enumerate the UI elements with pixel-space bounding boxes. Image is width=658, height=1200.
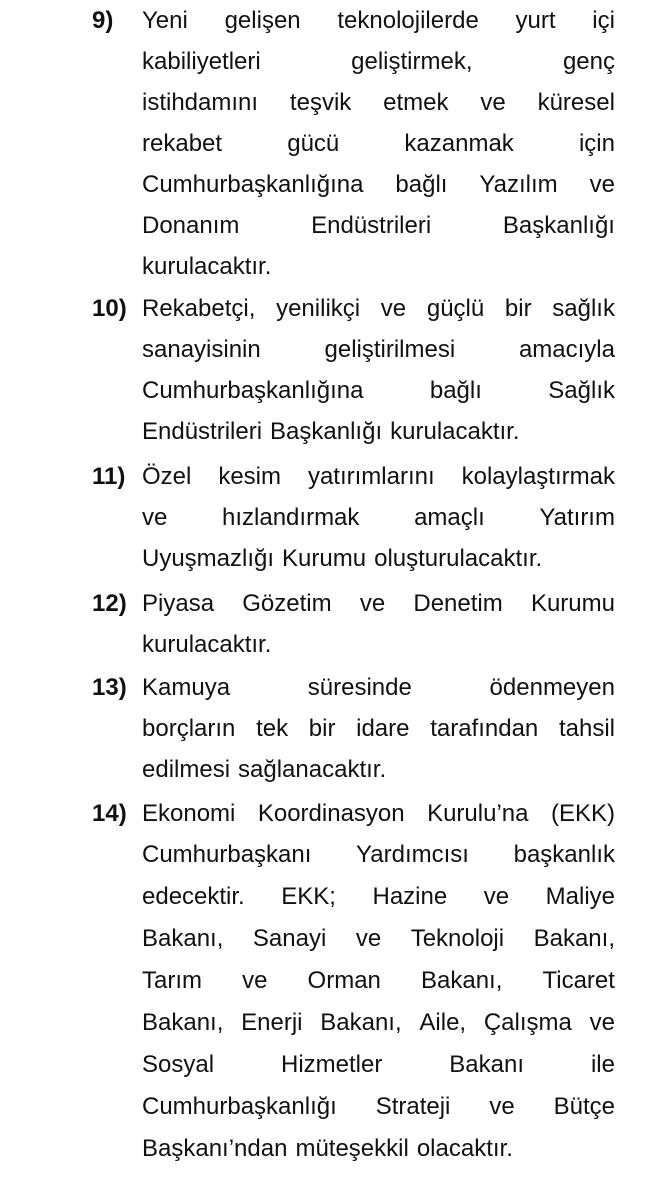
item-number: 14) — [92, 800, 127, 827]
word: Sosyal — [142, 1051, 215, 1078]
word: tek — [256, 715, 289, 742]
word: kurulacaktır. — [142, 253, 272, 280]
word: Cumhurbaşkanlığına — [142, 377, 364, 404]
item-line — [142, 834, 615, 876]
word: gücü — [287, 130, 340, 157]
item-line — [142, 497, 615, 539]
item-line — [142, 749, 615, 791]
word: Kurumu — [530, 590, 615, 617]
word: ve — [380, 295, 407, 322]
word: bağlı — [395, 171, 448, 198]
word: başkanlık — [513, 841, 615, 868]
word: tarafından — [430, 715, 539, 742]
word: Strateji — [375, 1093, 451, 1120]
word: süresinde — [307, 674, 412, 701]
word: Ticaret — [542, 967, 615, 994]
word: kazanmak — [404, 130, 514, 157]
word: Yardımcısı — [356, 841, 469, 868]
word: Başkanı’ndan — [142, 1135, 288, 1162]
item-line — [142, 538, 615, 580]
word: Sağlık — [548, 377, 615, 404]
word: ve — [589, 1009, 615, 1036]
word: Enerji — [241, 1009, 303, 1036]
word: Hazine — [372, 883, 448, 910]
item-line — [142, 624, 615, 666]
word: geliştirmek, — [351, 48, 473, 75]
word: Kamuya — [142, 674, 231, 701]
item-line — [142, 288, 615, 330]
word: kurulacaktır. — [390, 418, 520, 445]
word: Başkanlığı — [270, 418, 383, 445]
item-line — [142, 82, 615, 124]
item-line — [142, 960, 615, 1002]
word: Yazılım — [479, 171, 558, 198]
word: teşvik — [289, 89, 352, 116]
word: ödenmeyen — [489, 674, 615, 701]
word: ve — [489, 1093, 515, 1120]
word: Teknoloji — [410, 925, 505, 952]
word: ve — [355, 925, 382, 952]
word: geliştirilmesi — [324, 336, 456, 363]
item-line — [142, 1128, 615, 1170]
word: gelişen — [224, 7, 301, 34]
word: Kurulu’na — [427, 800, 529, 827]
word: Endüstrileri — [142, 418, 263, 445]
item-line — [142, 411, 615, 453]
word: idare — [356, 715, 410, 742]
word: kurulacaktır. — [142, 631, 272, 658]
word: küresel — [537, 89, 615, 116]
word: Bakanı, — [320, 1009, 402, 1036]
word: ve — [483, 883, 510, 910]
word: yurt — [515, 7, 556, 34]
item-line — [142, 205, 615, 247]
item-line — [142, 583, 615, 625]
word: Çalışma — [483, 1009, 572, 1036]
word: sağlık — [552, 295, 615, 322]
word: EKK; — [281, 883, 336, 910]
word: kabiliyetleri — [142, 48, 261, 75]
word: (EKK) — [550, 800, 615, 827]
word: yatırımlarını — [307, 463, 435, 490]
word: sanayisinin — [142, 336, 261, 363]
word: Bakanı, — [421, 967, 503, 994]
item-number: 10) — [92, 295, 127, 322]
word: Yeni — [142, 7, 188, 34]
word: Maliye — [545, 883, 615, 910]
word: oluşturulacaktır. — [374, 545, 543, 572]
item-line — [142, 793, 615, 835]
item-line — [142, 370, 615, 412]
word: içi — [592, 7, 615, 34]
word: Donanım — [142, 212, 240, 239]
word: Endüstrileri — [311, 212, 432, 239]
word: amacıyla — [518, 336, 615, 363]
word: Uyuşmazlığı — [142, 545, 275, 572]
word: edilmesi — [142, 756, 231, 783]
word: Piyasa — [142, 590, 215, 617]
item-line — [142, 708, 615, 750]
item-number: 13) — [92, 674, 127, 701]
word: Yatırım — [539, 504, 615, 531]
word: Bütçe — [553, 1093, 615, 1120]
word: yenilikçi — [276, 295, 361, 322]
item-line — [142, 456, 615, 498]
item-line — [142, 329, 615, 371]
word: ve — [359, 590, 386, 617]
word: Sanayi — [252, 925, 327, 952]
word: amaçlı — [414, 504, 485, 531]
item-line — [142, 1002, 615, 1044]
word: Kurumu — [282, 545, 367, 572]
item-line — [142, 876, 615, 918]
word: Cumhurbaşkanı — [142, 841, 312, 868]
word: borçların — [142, 715, 236, 742]
word: olacaktır. — [416, 1135, 513, 1162]
word: hızlandırmak — [222, 504, 360, 531]
word: Özel — [142, 463, 192, 490]
word: ve — [480, 89, 506, 116]
word: genç — [562, 48, 615, 75]
item-line — [142, 123, 615, 165]
item-line — [142, 918, 615, 960]
word: Tarım — [142, 967, 202, 994]
word: Bakanı — [449, 1051, 525, 1078]
word: Gözetim — [242, 590, 332, 617]
word: tahsil — [558, 715, 615, 742]
word: ve — [589, 171, 615, 198]
item-line — [142, 1044, 615, 1086]
word: Ekonomi — [142, 800, 236, 827]
word: Aile, — [419, 1009, 467, 1036]
word: Rekabetçi, — [142, 295, 256, 322]
word: Hizmetler — [281, 1051, 383, 1078]
word: bir — [308, 715, 336, 742]
word: teknolojilerde — [337, 7, 479, 34]
word: Orman — [307, 967, 381, 994]
item-line — [142, 667, 615, 709]
item-line — [142, 246, 615, 288]
word: ve — [142, 504, 168, 531]
item-line — [142, 0, 615, 42]
word: ve — [242, 967, 268, 994]
word: ile — [590, 1051, 615, 1078]
item-number: 11) — [92, 463, 126, 490]
word: güçlü — [426, 295, 485, 322]
word: müteşekkil — [295, 1135, 409, 1162]
word: kolaylaştırmak — [461, 463, 615, 490]
word: rekabet — [142, 130, 223, 157]
item-number: 9) — [92, 7, 114, 34]
word: Bakanı, — [533, 925, 615, 952]
word: Bakanı, — [142, 1009, 224, 1036]
item-number: 12) — [92, 590, 127, 617]
word: Denetim — [413, 590, 503, 617]
word: için — [578, 130, 615, 157]
item-line — [142, 1086, 615, 1128]
word: bir — [504, 295, 532, 322]
word: sağlanacaktır. — [238, 756, 387, 783]
word: etmek — [383, 89, 449, 116]
word: edecektir. — [142, 883, 245, 910]
item-line — [142, 41, 615, 83]
word: bağlı — [429, 377, 482, 404]
word: kesim — [218, 463, 281, 490]
word: Cumhurbaşkanlığına — [142, 171, 364, 198]
word: Koordinasyon — [257, 800, 405, 827]
word: Bakanı, — [142, 925, 224, 952]
item-line — [142, 164, 615, 206]
word: Cumhurbaşkanlığı — [142, 1093, 337, 1120]
word: Başkanlığı — [502, 212, 615, 239]
word: istihdamını — [142, 89, 259, 116]
